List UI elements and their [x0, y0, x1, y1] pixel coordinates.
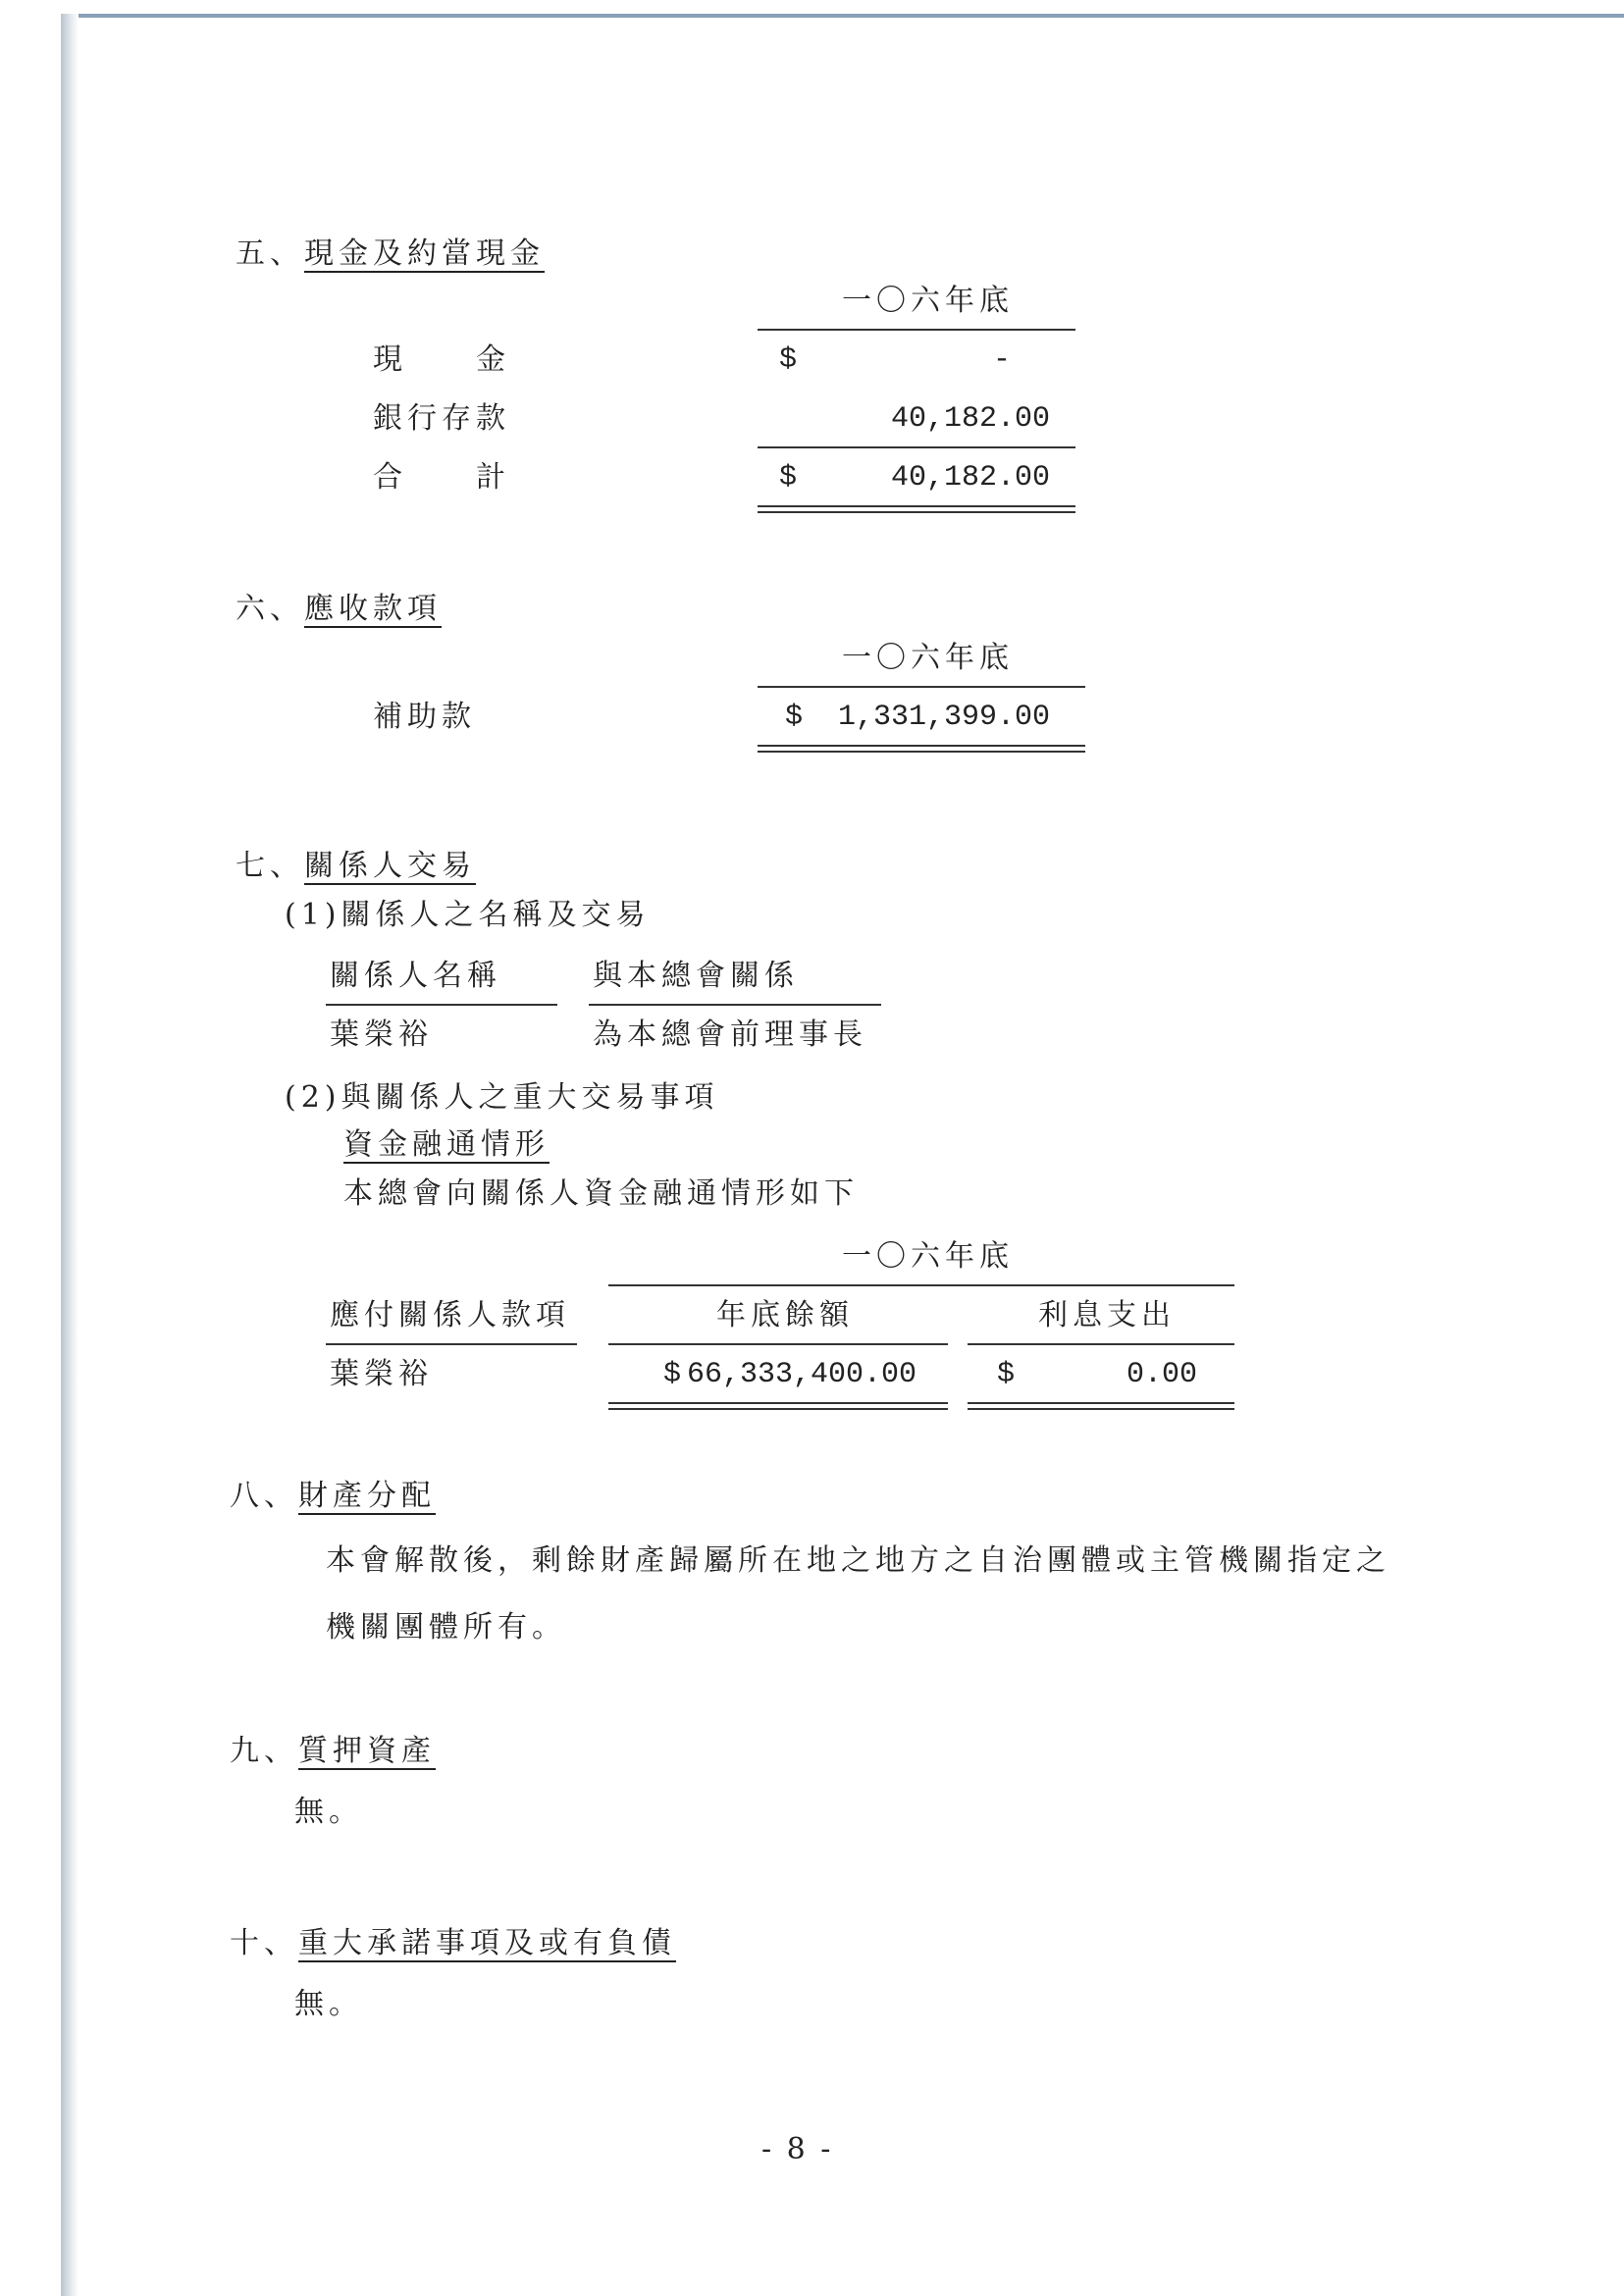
interest-amount: 0.00	[1126, 1358, 1197, 1391]
balance-currency: $	[663, 1358, 682, 1391]
scan-top-edge	[69, 14, 1624, 18]
cash-row-amount: -	[992, 343, 1011, 377]
double-rule	[968, 1402, 1234, 1410]
financing-period-header: 一〇六年底	[842, 1239, 1014, 1274]
section-9-heading: 九、質押資產	[230, 1734, 436, 1768]
section-5-heading: 五、現金及約當現金	[236, 236, 545, 271]
section-6-title: 應收款項	[304, 592, 442, 626]
subsidy-label: 補助款	[373, 700, 476, 734]
receivables-period-header: 一〇六年底	[842, 641, 1014, 675]
related-party-subheading-1: (1)關係人之名稱及交易	[285, 898, 651, 932]
section-10-title: 重大承諾事項及或有負債	[298, 1926, 676, 1960]
cash-total-label: 合 計	[373, 460, 510, 495]
col-interest-expense: 利息支出	[1038, 1298, 1176, 1332]
double-rule	[758, 745, 1085, 753]
subsidy-currency: $	[785, 701, 804, 734]
section-8-title: 財產分配	[298, 1479, 436, 1513]
cash-total-currency: $	[779, 461, 798, 495]
rule	[608, 1343, 948, 1345]
distribution-text-line-1: 本會解散後，剩餘財產歸屬所在地之地方之自治團體或主管機關指定之	[326, 1543, 1390, 1578]
pledged-assets-body: 無。	[294, 1795, 363, 1829]
section-7-heading: 七、關係人交易	[236, 849, 476, 883]
page-number: - 8 -	[761, 2132, 834, 2166]
section-8-heading: 八、財產分配	[230, 1479, 436, 1513]
rule	[326, 1004, 557, 1006]
bank-deposit-label: 銀行存款	[373, 401, 510, 436]
section-6-heading: 六、應收款項	[236, 592, 442, 626]
financing-description: 本總會向關係人資金融通情形如下	[343, 1176, 859, 1211]
col-year-end-balance: 年底餘額	[716, 1298, 854, 1332]
rule	[589, 1004, 881, 1006]
section-5-title: 現金及約當現金	[304, 236, 545, 271]
scan-binding-edge	[61, 14, 79, 2296]
rule	[758, 329, 1075, 331]
double-rule	[608, 1402, 948, 1410]
col-party-name: 關係人名稱	[330, 959, 501, 993]
financing-title: 資金融通情形	[343, 1127, 550, 1162]
subsidy-amount: 1,331,399.00	[837, 701, 1050, 734]
interest-currency: $	[997, 1358, 1016, 1391]
cash-period-header: 一〇六年底	[842, 284, 1014, 318]
cash-row-label: 現 金	[373, 342, 510, 377]
section-7-title: 關係人交易	[304, 849, 476, 883]
section-9-title: 質押資產	[298, 1734, 436, 1768]
commitments-body: 無。	[294, 1987, 363, 2021]
bank-deposit-amount: 40,182.00	[890, 402, 1050, 436]
rule	[758, 686, 1085, 688]
double-rule	[758, 505, 1075, 513]
cash-row-currency: $	[779, 343, 798, 377]
related-party-subheading-2: (2)與關係人之重大交易事項	[285, 1080, 719, 1115]
cash-total-amount: 40,182.00	[890, 461, 1050, 495]
col-relation: 與本總會關係	[593, 959, 799, 993]
col-payable: 應付關係人款項	[330, 1298, 570, 1332]
rule	[968, 1343, 1234, 1345]
distribution-text-line-2: 機關團體所有。	[326, 1610, 566, 1644]
party-name: 葉榮裕	[330, 1018, 433, 1052]
rule	[608, 1284, 1234, 1286]
section-10-heading: 十、重大承諾事項及或有負債	[230, 1926, 676, 1960]
rule	[758, 446, 1075, 448]
balance-amount: 66,333,400.00	[687, 1358, 917, 1391]
rule	[326, 1343, 577, 1345]
loan-party-name: 葉榮裕	[330, 1357, 433, 1391]
party-relation: 為本總會前理事長	[593, 1018, 867, 1052]
